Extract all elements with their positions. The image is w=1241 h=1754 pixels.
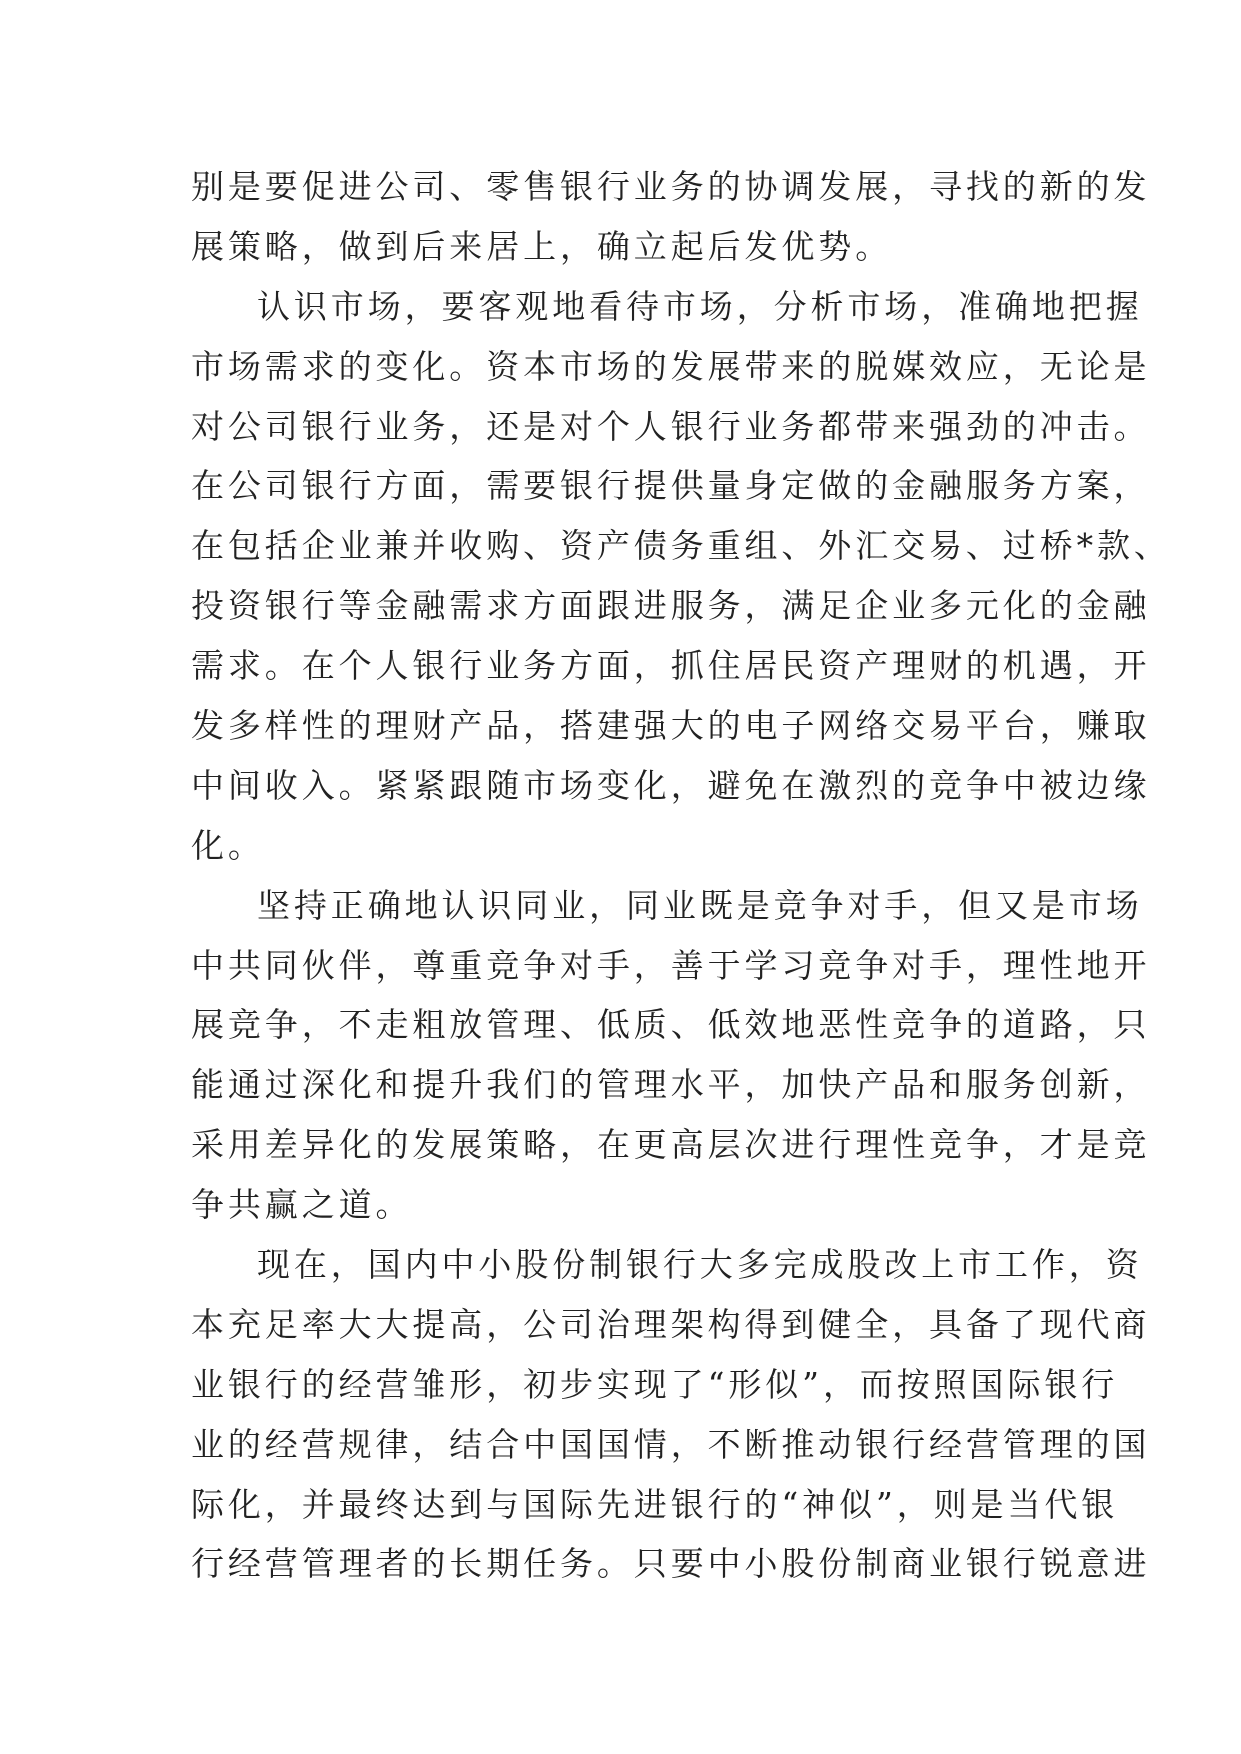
text-line: 业的经营规律，结合中国国情，不断推动银行经营管理的国 [191,1424,1151,1464]
text-line: 行经营管理者的长期任务。只要中小股份制商业银行锐意进 [191,1544,1151,1584]
text-line: 需求。在个人银行业务方面，抓住居民资产理财的机遇，开 [191,646,1151,686]
text-line: 对公司银行业务，还是对个人银行业务都带来强劲的冲击。 [191,406,1151,446]
text-line: 争共赢之道。 [191,1185,413,1225]
paragraph-first-line: 坚持正确地认识同业，同业既是竞争对手，但又是市场 [257,885,1143,925]
text-line: 投资银行等金融需求方面跟进服务，满足企业多元化的金融 [191,586,1151,626]
text-line: 能通过深化和提升我们的管理水平，加快产品和服务创新， [191,1065,1151,1105]
text-line: 采用差异化的发展策略，在更高层次进行理性竞争，才是竞 [191,1125,1151,1165]
text-line: 中间收入。紧紧跟随市场变化，避免在激烈的竞争中被边缘 [191,765,1151,805]
text-line: 展竞争，不走粗放管理、低质、低效地恶性竞争的道路，只 [191,1005,1151,1045]
text-line: 在公司银行方面，需要银行提供量身定做的金融服务方案， [191,466,1151,506]
text-line: 化。 [191,825,265,865]
document-body [191,157,1171,1594]
paragraph-first-line: 现在，国内中小股份制银行大多完成股改上市工作，资 [257,1245,1143,1285]
text-line: 业银行的经营雏形，初步实现了“形似”，而按照国际银行 [191,1364,1119,1404]
paragraph-first-line: 认识市场，要客观地看待市场，分析市场，准确地把握 [257,286,1143,326]
text-line: 别是要促进公司、零售银行业务的协调发展，寻找的新的发 [191,167,1151,206]
text-line: 市场需求的变化。资本市场的发展带来的脱媒效应，无论是 [191,346,1151,386]
text-line: 本充足率大大提高，公司治理架构得到健全，具备了现代商 [191,1304,1151,1344]
text-line: 展策略，做到后来居上，确立起后发优势。 [191,226,893,266]
text-line: 中共同伙伴，尊重竞争对手，善于学习竞争对手，理性地开 [191,945,1151,985]
text-line: 在包括企业兼并收购、资产债务重组、外汇交易、过桥*款、 [191,526,1171,566]
text-line: 发多样性的理财产品，搭建强大的电子网络交易平台，赚取 [191,706,1151,746]
text-line: 际化，并最终达到与国际先进银行的“神似”，则是当代银 [191,1484,1119,1524]
